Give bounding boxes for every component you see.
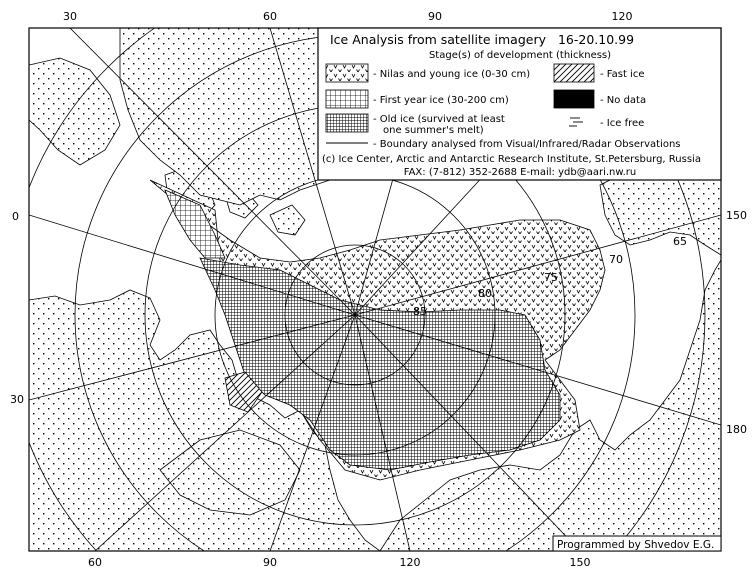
legend-first-year: - First year ice (30-200 cm) xyxy=(373,95,509,106)
credits-line-2: FAX: (7-812) 352-2688 E-mail: ydb@aari.nw.ru xyxy=(403,167,637,178)
lon-label-bottom-120: 120 xyxy=(399,556,421,569)
lon-label-right-180: 180 xyxy=(726,423,747,436)
legend-nilas: - Nilas and young ice (0-30 cm) xyxy=(373,69,531,80)
legend-old-2: one summer's melt) xyxy=(383,125,484,136)
lon-label-top-90: 90 xyxy=(428,10,442,23)
swatch-fast xyxy=(554,64,594,82)
legend-fast: - Fast ice xyxy=(600,69,645,80)
lon-label-bottom-60: 60 xyxy=(88,556,102,569)
swatch-nilas xyxy=(326,64,368,82)
lat-label-65: 65 xyxy=(673,235,687,248)
lon-label-top-60: 60 xyxy=(263,10,277,23)
legend-title-text: Ice Analysis from satellite imagery xyxy=(330,32,546,47)
lat-label-70: 70 xyxy=(609,253,623,266)
lon-label-left-0: 0 xyxy=(12,210,19,223)
legend-subtitle: Stage(s) of development (thickness) xyxy=(428,50,612,61)
lon-label-top-120: 120 xyxy=(611,10,633,23)
lon-label-left-30: 30 xyxy=(10,393,24,406)
legend-boundary: - Boundary analysed from Visual/Infrared/Radar Observations xyxy=(373,139,681,150)
credits-line-1: (c) Ice Center, Arctic and Antarctic Research Institute, St.Petersburg, Russia xyxy=(322,154,701,165)
lon-label-bottom-150: 150 xyxy=(569,556,591,569)
lat-label-85: 85 xyxy=(413,305,427,318)
swatch-old xyxy=(326,114,368,132)
lon-label-right-150: 150 xyxy=(726,209,747,222)
legend-date: 16-20.10.99 xyxy=(557,32,635,47)
lon-label-top-30: 30 xyxy=(63,10,77,23)
swatch-no-data xyxy=(554,90,594,108)
lon-label-bottom-90: 90 xyxy=(263,556,277,569)
legend-old-1: - Old ice (survived at least xyxy=(373,114,505,125)
legend-no-data: - No data xyxy=(600,95,647,106)
lat-label-75: 75 xyxy=(544,271,558,284)
legend-ice-free: - Ice free xyxy=(600,118,645,129)
swatch-first-year xyxy=(326,90,368,108)
legend-title xyxy=(330,32,634,47)
legend xyxy=(318,28,721,180)
programmer-credit: Programmed by Shvedov E.G. xyxy=(557,539,715,551)
lat-label-80: 80 xyxy=(478,287,492,300)
